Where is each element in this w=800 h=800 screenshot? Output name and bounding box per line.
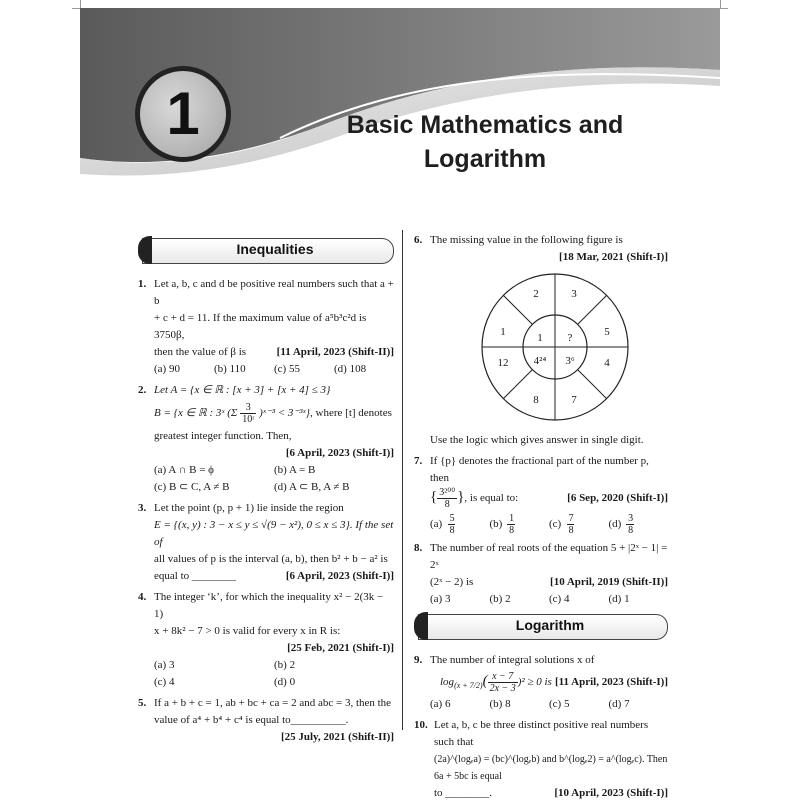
denominator: 8 bbox=[444, 499, 450, 510]
options bbox=[430, 513, 668, 536]
log-base: (x + 7/2) bbox=[454, 681, 483, 691]
question-text: all values of p is the interval (a, b), then b² + b − a² is bbox=[154, 553, 388, 565]
question-text: The integer ‘k’, for which the inequality x² − 2(3k − 1) bbox=[154, 591, 384, 620]
option: (a) 3 bbox=[430, 593, 451, 605]
question-text: then the value of β is bbox=[154, 346, 247, 358]
question-2 bbox=[138, 382, 394, 496]
fraction bbox=[240, 402, 256, 425]
question-text: Let A = {x ∈ ℝ : [x + 3] + [x + 4] ≤ 3} bbox=[154, 384, 331, 396]
option: (d) 0 bbox=[274, 676, 296, 688]
denominator: 10ʳ bbox=[242, 414, 255, 425]
option bbox=[490, 513, 550, 536]
exam-reference: [10 April, 2019 (Shift-II)] bbox=[550, 576, 668, 588]
question-text: Let a, b, c and d be positive real numbers such that a + b bbox=[154, 278, 394, 307]
wheel-outer-value: 7 bbox=[571, 394, 577, 406]
question-text: greatest integer function. Then, bbox=[154, 430, 292, 442]
question-text: The number of integral solutions x of bbox=[430, 654, 595, 666]
crop-mark bbox=[72, 8, 80, 9]
chapter-title-line: Basic Mathematics and bbox=[346, 111, 624, 139]
section-heading-text: Inequalities bbox=[236, 241, 314, 257]
section-heading-logarithm bbox=[414, 614, 668, 640]
exam-reference: [18 Mar, 2021 (Shift-I)] bbox=[559, 251, 668, 263]
option: (b) 110 bbox=[214, 363, 246, 375]
question-6 bbox=[414, 232, 668, 449]
question-text: (2ˣ − 2) is bbox=[430, 576, 474, 588]
fraction bbox=[488, 671, 518, 694]
equation-part: B = {x ∈ ℝ : 3ˣ (Σ bbox=[154, 407, 238, 420]
question-text: E = {(x, y) : 3 − x ≤ y ≤ √(9 − x²), 0 ≤ x ≤ 3}. If the set of bbox=[154, 519, 394, 548]
log-text: log bbox=[440, 676, 455, 689]
question-text: + c + d = 11. If the maximum value of a⁵b³c²d is 3750β, bbox=[154, 312, 367, 341]
exam-reference: [6 Sep, 2020 (Shift-I)] bbox=[567, 492, 668, 504]
wheel-outer-value: 12 bbox=[497, 357, 509, 369]
question-text: equal to ________ bbox=[154, 570, 236, 582]
option: (c) B ⊂ C, A ≠ B bbox=[154, 481, 230, 493]
options bbox=[154, 462, 394, 496]
question-text: x + 8k² − 7 > 0 is valid for every x in R is: bbox=[154, 625, 341, 637]
options bbox=[154, 657, 394, 691]
question-text: Use the logic which gives answer in single digit. bbox=[430, 434, 644, 446]
equation-part: )ˣ⁻³ < 3⁻³ˣ}, bbox=[259, 407, 313, 420]
question-10 bbox=[414, 717, 668, 800]
question-3 bbox=[138, 500, 394, 585]
option-label: (c) bbox=[549, 518, 562, 531]
option bbox=[430, 513, 490, 536]
option: (c) 4 bbox=[549, 593, 570, 605]
question-text: where [t] denotes bbox=[315, 407, 392, 420]
numerator: 7 bbox=[568, 513, 574, 524]
left-column bbox=[138, 232, 394, 750]
question-number: 10. bbox=[414, 719, 428, 732]
question-text: (2a)^(logₑa) = (bc)^(logₑb) and b^(logₑ2) = a^(logₑc). Then 6a + 5bc is equal bbox=[434, 754, 668, 783]
question-8 bbox=[414, 540, 668, 608]
chapter-number-badge bbox=[135, 66, 231, 162]
option: (b) A = B bbox=[274, 464, 316, 476]
fraction bbox=[437, 487, 457, 510]
question-number: 6. bbox=[414, 234, 423, 246]
wheel-outer-value: 5 bbox=[604, 326, 610, 338]
options bbox=[154, 361, 394, 378]
options bbox=[430, 696, 668, 713]
question-5 bbox=[138, 695, 394, 746]
wheel-outer-value: 2 bbox=[533, 288, 539, 300]
exam-reference: [11 April, 2023 (Shift-II)] bbox=[276, 346, 394, 358]
fraction bbox=[507, 513, 522, 536]
equation-b bbox=[154, 402, 394, 425]
option: (a) 6 bbox=[430, 698, 451, 711]
option bbox=[549, 513, 609, 536]
exam-reference: [25 July, 2021 (Shift-II)] bbox=[280, 731, 394, 743]
question-number: 2. bbox=[138, 384, 147, 396]
exam-reference: [6 April, 2023 (Shift-I)] bbox=[285, 447, 394, 459]
denominator: 8 bbox=[509, 525, 515, 536]
question-number: 7. bbox=[414, 455, 423, 467]
wheel-outer-value: 1 bbox=[500, 326, 506, 338]
question-text: The missing value in the following figure is bbox=[430, 234, 623, 246]
wheel-inner-value: 1 bbox=[537, 332, 543, 344]
question-text: , is equal to: bbox=[464, 492, 519, 505]
question-text: Let a, b, c be three distinct positive real numbers such that bbox=[434, 719, 649, 749]
wheel-outer-value: 3 bbox=[571, 288, 577, 300]
right-column bbox=[414, 232, 668, 800]
chapter-title-line: Logarithm bbox=[423, 145, 547, 173]
option: (c) 55 bbox=[274, 363, 300, 375]
book-page bbox=[80, 8, 720, 800]
exam-reference: [25 Feb, 2021 (Shift-I)] bbox=[287, 642, 394, 654]
numerator: 3 bbox=[240, 402, 256, 414]
option: (a) 90 bbox=[154, 363, 180, 375]
option: (b) 2 bbox=[274, 659, 296, 671]
number-wheel-figure bbox=[480, 272, 630, 422]
question-text: The number of real roots of the equation 5 + |2ˣ − 1| = 2ˣ bbox=[430, 542, 668, 571]
chapter-number: 1 bbox=[166, 80, 200, 147]
fraction bbox=[448, 513, 463, 536]
expression-tail: )² ≥ 0 is bbox=[517, 676, 552, 689]
numerator: 3 bbox=[628, 513, 634, 524]
log-expression: $\log_{(x + 7/2)}$( $\frac{x - 7}{2x - 3}$ )² ≥ 0 is bbox=[440, 671, 552, 694]
section-heading-text: Logarithm bbox=[515, 617, 585, 633]
question-text: value of a⁴ + b⁴ + c⁴ is equal to__________. bbox=[154, 714, 349, 726]
denominator: 2x − 3 bbox=[489, 683, 516, 694]
option-label: (b) bbox=[489, 518, 503, 531]
column-divider bbox=[402, 230, 403, 730]
section-heading-inequalities bbox=[138, 238, 394, 264]
option: (d) 1 bbox=[608, 593, 630, 605]
fraction bbox=[567, 513, 582, 536]
wheel-inner-value: 4²⁴ bbox=[533, 355, 547, 367]
question-text: to ________. bbox=[434, 787, 493, 800]
crop-mark bbox=[720, 8, 728, 9]
exam-reference: [6 April, 2023 (Shift-I)] bbox=[285, 570, 394, 582]
wheel-outer-value: 4 bbox=[604, 357, 610, 369]
question-number: 3. bbox=[138, 502, 147, 514]
question-text: If {p} denotes the fractional part of the number p, then bbox=[430, 455, 649, 484]
question-text: Let the point (p, p + 1) lie inside the region bbox=[154, 502, 344, 514]
denominator: 8 bbox=[568, 525, 574, 536]
option-label: (d) bbox=[608, 518, 622, 531]
option bbox=[609, 513, 669, 536]
numerator: 5 bbox=[449, 513, 455, 524]
option: (d) 108 bbox=[334, 363, 367, 375]
chapter-title bbox=[310, 108, 660, 176]
option: (b) 8 bbox=[489, 698, 511, 711]
numerator: 3²⁰⁰ bbox=[439, 487, 456, 498]
question-number: 8. bbox=[414, 542, 423, 554]
question-text: If a + b + c = 1, ab + bc + ca = 2 and abc = 3, then the bbox=[154, 697, 392, 709]
denominator: 8 bbox=[449, 525, 455, 536]
section-heading-tab bbox=[414, 612, 428, 640]
option: (a) 3 bbox=[154, 659, 175, 671]
question-7: 7. If {p} denotes the fractional part of the number p, then { $\frac{\text{3²⁰⁰}}{8}$ }, is equal to: [6 Sep, 2020 (Shift-I)] (a) $\frac{5}{8}$ (b) $\frac{1}{8}$ (c) $\frac{7}{8}$ (d) $\frac{3}{8}$ bbox=[414, 455, 668, 536]
option: (d) A ⊂ B, A ≠ B bbox=[274, 481, 350, 493]
question-number: 5. bbox=[138, 697, 147, 709]
question-number: 9. bbox=[414, 654, 423, 666]
fraction bbox=[626, 513, 641, 536]
section-heading-tab bbox=[138, 236, 152, 264]
question-1 bbox=[138, 276, 394, 378]
question-number: 4. bbox=[138, 591, 147, 603]
option: (b) 2 bbox=[489, 593, 511, 605]
option: (c) 5 bbox=[549, 698, 570, 711]
option: (d) 7 bbox=[608, 698, 630, 711]
wheel-outer-value: 8 bbox=[533, 394, 539, 406]
question-number: 1. bbox=[138, 278, 147, 290]
denominator: 8 bbox=[628, 525, 634, 536]
numerator: x − 7 bbox=[488, 671, 518, 683]
wheel-inner-value: 3⁶ bbox=[565, 355, 575, 367]
exam-reference: [11 April, 2023 (Shift-I)] bbox=[554, 676, 668, 689]
exam-reference: [10 April, 2023 (Shift-I)] bbox=[554, 787, 668, 800]
option-label: (a) bbox=[430, 518, 443, 531]
option: (c) 4 bbox=[154, 676, 175, 688]
numerator: 1 bbox=[509, 513, 515, 524]
options bbox=[430, 591, 668, 608]
crop-mark bbox=[80, 0, 81, 8]
question-4 bbox=[138, 589, 394, 691]
question-9 bbox=[414, 652, 668, 713]
option: (a) A ∩ B = ϕ bbox=[154, 464, 214, 476]
wheel-inner-value: ? bbox=[567, 332, 573, 344]
crop-mark bbox=[720, 0, 721, 8]
